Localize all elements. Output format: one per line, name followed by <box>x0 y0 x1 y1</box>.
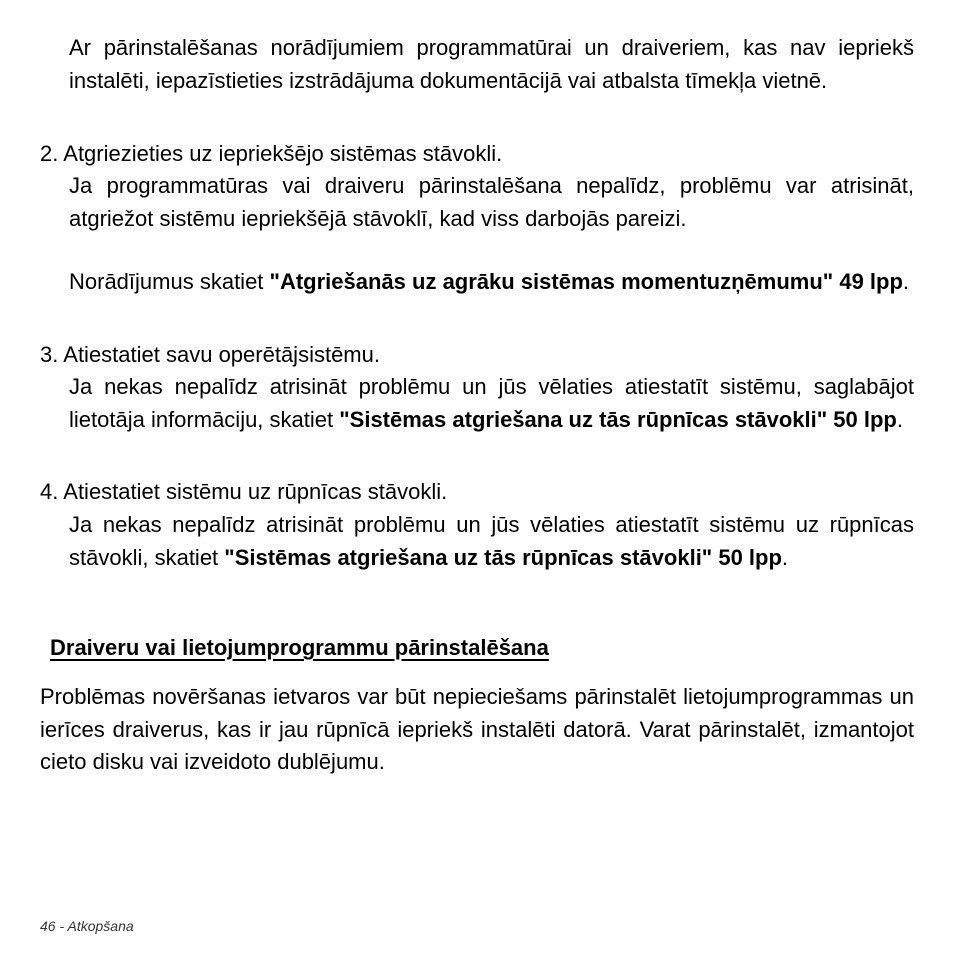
reference-suffix: . <box>902 269 910 294</box>
section-paragraph: Problēmas novēršanas ietvaros var būt nepieciešams pārinstalēt lietojumprogrammas un ierīces draiverus, kas ir jau rūpnīcā iepriekš instalēti datorā. Varat pārinstalēt, izmantojot cieto disku vai izveidoto dublējumu. <box>40 684 914 774</box>
page-footer: 46 - Atkopšana <box>40 918 134 934</box>
reference-prefix: Norādījumus skatiet <box>69 269 270 294</box>
step-2-reference <box>69 266 914 299</box>
step-number: 2. <box>40 141 59 166</box>
step-4-reference <box>69 509 914 574</box>
step-2-description: Ja programmatūras vai draiveru pārinstalēšana nepalīdz, problēmu var atrisināt, atgriežot sistēmu iepriekšējā stāvoklī, kad viss darbojās pareizi. <box>69 173 914 231</box>
step-title: Atiestatiet sistēmu uz rūpnīcas stāvokli. <box>63 479 448 504</box>
reference-prefix: Ja nekas nepalīdz atrisināt problēmu un jūs vēlaties atiestatīt sistēmu, saglabājot lietotāja informāciju, skatiet <box>69 374 914 432</box>
reference-link[interactable]: "Sistēmas atgriešana uz tās rūpnīcas stāvokli" 50 lpp <box>339 406 897 432</box>
reference-prefix: Ja nekas nepalīdz atrisināt problēmu un jūs vēlaties atiestatīt sistēmu uz rūpnīcas stāvokli, skatiet <box>69 512 914 570</box>
reference-suffix: . <box>781 544 789 570</box>
reference-link[interactable]: "Atgriešanās uz agrāku sistēmas momentuzņēmumu" 49 lpp <box>269 269 903 294</box>
step-4-title <box>40 476 447 509</box>
step-2-title <box>40 138 502 171</box>
reference-suffix: . <box>896 406 903 432</box>
step-3-title <box>40 339 380 372</box>
step-title: Atiestatiet savu operētājsistēmu. <box>63 342 380 367</box>
step-number: 4. <box>40 479 59 504</box>
section-heading: Draiveru vai lietojumprogrammu pārinstalēšana <box>50 635 549 660</box>
reference-link[interactable]: "Sistēmas atgriešana uz tās rūpnīcas stāvokli" 50 lpp <box>224 544 782 570</box>
step-number: 3. <box>40 342 59 367</box>
intro-paragraph: Ar pārinstalēšanas norādījumiem programmatūrai un draiveriem, kas nav iepriekš instalēti, iepazīstieties izstrādājuma dokumentācijā vai atbalsta tīmekļa vietnē. <box>69 35 914 93</box>
step-title: Atgriezieties uz iepriekšējo sistēmas stāvokli. <box>63 141 503 166</box>
step-3-reference <box>69 371 914 436</box>
